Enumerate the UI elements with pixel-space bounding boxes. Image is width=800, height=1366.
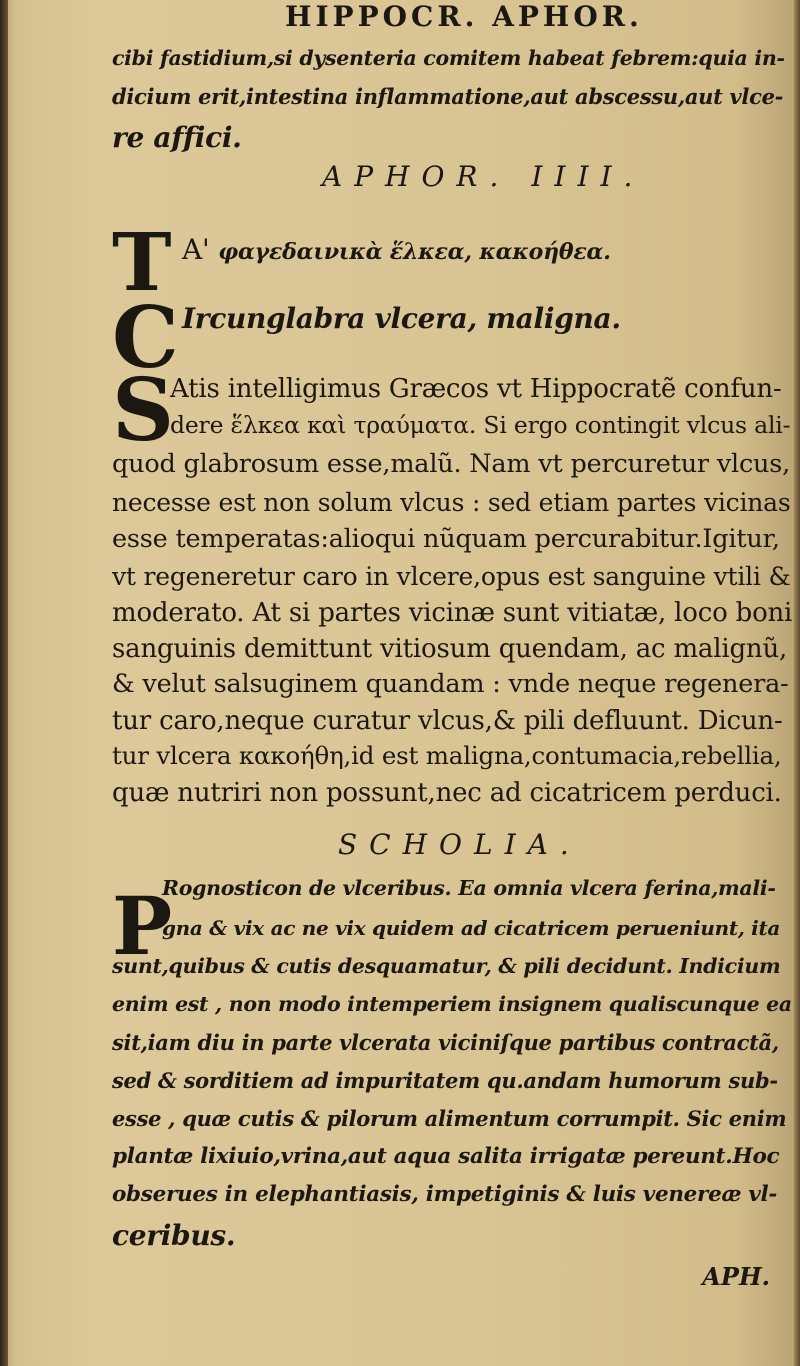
commentary-line: esse temperatas:alioqui nũquam percurabitur.Igitur, bbox=[112, 524, 780, 554]
commentary-line: tur caro,neque curatur vlcus,& pili defluunt. Dicun- bbox=[112, 706, 783, 736]
text-line: dicium erit,intestina inflammatione,aut abscessu,aut vlce- bbox=[112, 84, 784, 109]
commentary-line: Atis intelligimus Græcos vt Hippocratẽ confun- bbox=[170, 374, 782, 404]
aphorism-heading: APHOR. IIII. bbox=[322, 160, 645, 193]
scholia-line: obserues in elephantiasis, impetiginis & luis venereæ vl- bbox=[112, 1182, 778, 1207]
scholia-line: esse , quæ cutis & pilorum alimentum corrumpit. Sic enim bbox=[112, 1106, 787, 1131]
running-head: HIPPOCR. APHOR. bbox=[285, 0, 643, 33]
drop-cap-s: S bbox=[112, 360, 175, 461]
book-spine-shadow bbox=[0, 0, 8, 1366]
text-line: cibi fastidium,si dysenteria comitem habeat febrem:quia in- bbox=[112, 46, 785, 70]
scholia-heading: SCHOLIA. bbox=[338, 828, 581, 861]
greek-prefix: A' bbox=[182, 233, 210, 266]
greek-aphorism-line bbox=[182, 233, 742, 266]
drop-cap-t: T bbox=[112, 215, 172, 309]
greek-text: φαγεδαινικὰ ἕλκεα, κακοήθεα. bbox=[218, 239, 611, 265]
scholia-line: sit,iam diu in parte vlcerata viciniſque partibus contractã, bbox=[112, 1030, 779, 1055]
drop-cap-p: P bbox=[112, 879, 173, 973]
scholia-line: enim est , non modo intemperiem insignem qualiscunque ea bbox=[112, 992, 792, 1016]
commentary-line: tur vlcera κακοήθη,id est maligna,contumacia,rebellia, bbox=[112, 741, 782, 770]
scholia-line: plantæ lixiuio,vrina,aut aqua salita irrigatæ pereunt.Hoc bbox=[112, 1144, 780, 1169]
scholia-line: sed & sorditiem ad impuritatem qu.andam humorum sub- bbox=[112, 1068, 778, 1093]
scholia-line: sunt,quibus & cutis desquamatur, & pili decidunt. Indicium bbox=[112, 954, 781, 978]
commentary-line: quæ nutriri non possunt,nec ad cicatricem perduci. bbox=[112, 778, 782, 808]
commentary-line: quod glabrosum esse,malũ. Nam vt percuretur vlcus, bbox=[112, 449, 791, 479]
commentary-line: sanguinis demittunt vitiosum quendam, ac malignũ, bbox=[112, 634, 788, 664]
drop-cap-c: C bbox=[112, 288, 179, 387]
catchword: APH. bbox=[702, 1262, 770, 1291]
scholia-line: ceribus. bbox=[112, 1219, 236, 1252]
text-line: re affici. bbox=[112, 121, 242, 154]
commentary-line: vt regeneretur caro in vlcere,opus est sanguine vtili & bbox=[112, 562, 791, 591]
scholia-line: Rognosticon de vlceribus. Ea omnia vlcera ferina,mali- bbox=[162, 876, 776, 900]
commentary-line: dere ἕλκεα καὶ τραύματα. Si ergo contingit vlcus ali- bbox=[170, 411, 791, 439]
commentary-line: moderato. At si partes vicinæ sunt vitiatæ, loco boni bbox=[112, 598, 793, 628]
latin-aphorism-line: Ircunglabra vlcera, maligna. bbox=[182, 302, 621, 335]
commentary-line: & velut salsuginem quandam : vnde neque regenera- bbox=[112, 669, 789, 699]
commentary-line: necesse est non solum vlcus : sed etiam partes vicinas bbox=[112, 488, 791, 517]
scholia-line: gna & vix ac ne vix quidem ad cicatricem perueniunt, ita bbox=[162, 916, 781, 940]
page-edge bbox=[794, 0, 800, 1366]
